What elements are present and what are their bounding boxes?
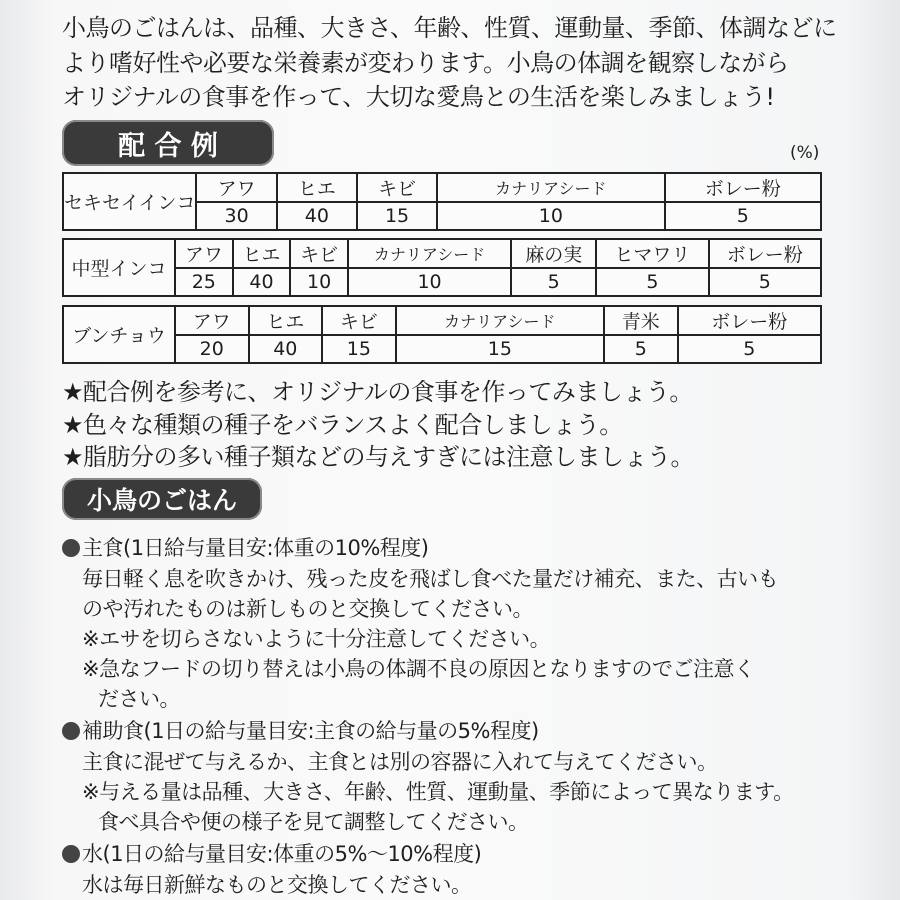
seed-percent: 5 [596, 268, 708, 296]
seed-percent: 10 [348, 268, 511, 296]
section-heading-text: 補助食(1日の給与量目安:主食の給与量の5%程度) [82, 719, 539, 743]
section-line: 水は毎日新鮮なものと交換してください。 [82, 873, 472, 897]
seed-percent: 15 [322, 335, 396, 363]
table-row-values [63, 335, 821, 363]
seed-percent: 10 [437, 202, 664, 230]
seed-name: ボレー粉 [665, 173, 821, 202]
intro-line: オリジナルの食事を作って、大切な愛鳥との生活を楽しみましょう! [62, 83, 775, 111]
seed-name: 青米 [604, 306, 678, 335]
table-row-headers [63, 173, 821, 202]
seed-name: ボレー粉 [709, 239, 821, 268]
section-line: ださい。 [98, 687, 180, 711]
section-line: ※急なフードの切り替えは小鳥の体調不良の原因となりますのでご注意く [82, 657, 755, 681]
seed-percent: 15 [396, 335, 604, 363]
bullet-icon [62, 845, 80, 863]
section-line: ※与える量は品種、大きさ、年齢、性質、運動量、季節によって異なります。 [82, 780, 794, 804]
seed-percent: 30 [196, 202, 276, 230]
section-heading [62, 715, 539, 745]
seed-percent: 5 [678, 335, 821, 363]
bird-type: ブンチョウ [63, 306, 175, 363]
seed-name: ヒエ [249, 306, 323, 335]
seed-name: アワ [196, 173, 276, 202]
section-heading [62, 838, 481, 868]
seed-name: キビ [357, 173, 437, 202]
seed-percent: 5 [511, 268, 596, 296]
intro-line: 小鳥のごはんは、品種、大きさ、年齢、性質、運動量、季節、体調などに [62, 14, 837, 42]
seed-name: キビ [322, 306, 396, 335]
bird-food-heading: 小鳥のごはん [62, 478, 262, 520]
seed-percent: 40 [249, 335, 323, 363]
seed-name: ボレー粉 [678, 306, 821, 335]
section-line: 主食に混ぜて与えるか、主食とは別の容器に入れて与えてください。 [82, 750, 718, 774]
section-line: ※エサを切らさないように十分注意してください。 [82, 627, 551, 651]
bird-type: セキセイインコ [63, 173, 196, 230]
tip: ★色々な種類の種子をバランスよく配合しましょう。 [62, 411, 623, 439]
mix-table [62, 305, 822, 364]
seed-name: ヒエ [233, 239, 291, 268]
seed-name: ヒエ [277, 173, 357, 202]
table-row-headers [63, 306, 821, 335]
mix-example-heading: 配 合 例 [62, 120, 274, 166]
seed-percent: 10 [290, 268, 348, 296]
seed-name: カナリアシード [348, 239, 511, 268]
seed-name: アワ [175, 306, 249, 335]
mix-table [62, 238, 822, 297]
intro-line: より嗜好性や必要な栄養素が変わります。小鳥の体調を観察しながら [62, 49, 789, 77]
bullet-icon [62, 722, 80, 740]
seed-percent: 40 [233, 268, 291, 296]
seed-percent: 20 [175, 335, 249, 363]
seed-name: ヒマワリ [596, 239, 708, 268]
bird-type: 中型インコ [63, 239, 175, 296]
section-line: 毎日軽く息を吹きかけ、残った皮を飛ばし食べた量だけ補充、また、古いも [82, 567, 779, 591]
tip: ★脂肪分の多い種子類などの与えすぎには注意しましょう。 [62, 443, 695, 471]
section-line: のや汚れたものは新しものと交換してください。 [82, 597, 533, 621]
table-row-values [63, 268, 821, 296]
mix-table [62, 172, 822, 231]
bullet-icon [62, 539, 80, 557]
seed-name: カナリアシード [396, 306, 604, 335]
section-line: 食べ具合や便の様子を見て調整してください。 [98, 810, 529, 834]
seed-name: 麻の実 [511, 239, 596, 268]
seed-percent: 5 [709, 268, 821, 296]
seed-percent: 40 [277, 202, 357, 230]
section-heading-text: 水(1日の給与量目安:体重の5%〜10%程度) [82, 842, 482, 866]
seed-percent: 25 [175, 268, 233, 296]
section-heading-text: 主食(1日給与量目安:体重の10%程度) [82, 536, 429, 560]
tip: ★配合例を参考に、オリジナルの食事を作ってみましょう。 [62, 378, 693, 406]
seed-percent: 5 [604, 335, 678, 363]
unit-label: (%) [790, 143, 820, 163]
seed-percent: 5 [665, 202, 821, 230]
seed-name: カナリアシード [437, 173, 664, 202]
seed-name: キビ [290, 239, 348, 268]
section-heading [62, 532, 429, 562]
seed-percent: 15 [357, 202, 437, 230]
table-row-headers [63, 239, 821, 268]
seed-name: アワ [175, 239, 233, 268]
